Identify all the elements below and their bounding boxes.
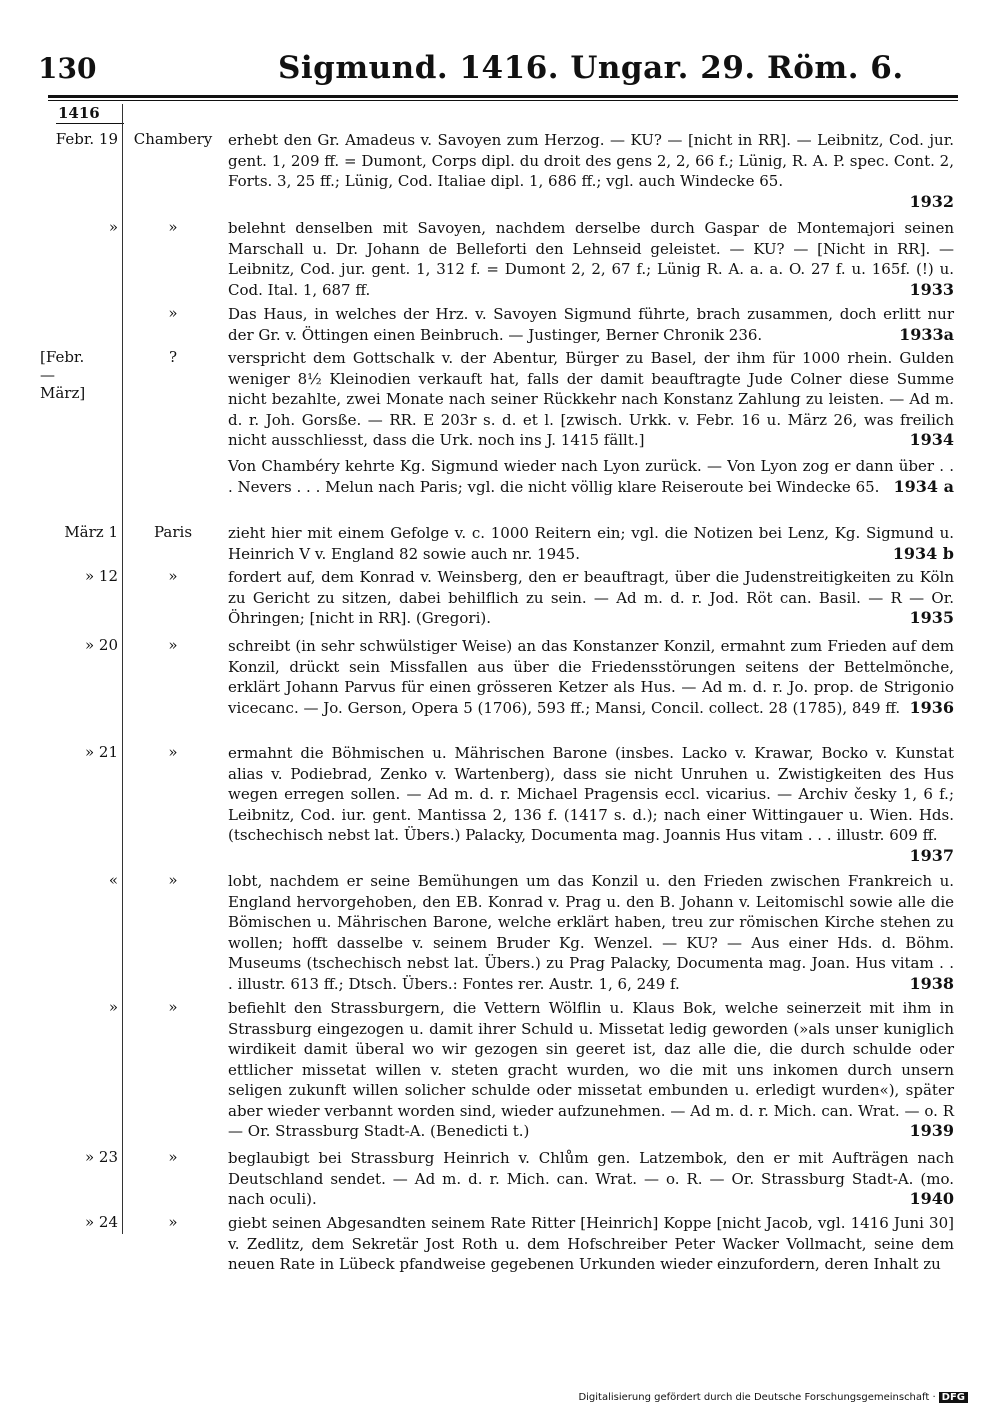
header-rule bbox=[48, 95, 958, 98]
entry-place: » bbox=[168, 1213, 178, 1231]
entry-text: befiehlt den Strassburgern, die Vettern Wölflin u. Klaus Bok, welche seinerzeit mit ihm in Strassburg eingezogen u. damit ihrer Schuld u. Missetat ledig geworden (»als unser kuniglich wirdikeit damit überal wo wir gezogen sin geeret ist, daz alle die, die durch schulde oder ettlicher missetat willen v. steten gracht wurden, wo die mit uns inkomen durch unsern seligen zukunft willen solicher schulde oder missetat embunden u. erledigt wurden«), später aber wieder verbannt worden sind, wieder aufzunehmen. — Ad m. d. r. Mich. can. Wrat. — o. R — Or. Strassburg Stadt-A. (Benedicti t.) 1939 bbox=[228, 999, 954, 1140]
entry-place: » bbox=[168, 218, 178, 236]
entry-number: 1934 a bbox=[893, 476, 954, 496]
entry-text: ermahnt die Böhmischen u. Mährischen Barone (insbes. Lacko v. Krawar, Bocko v. Kunstat alias v. Podiebrad, Zenko v. Wartenberg), dass sie nicht Unruhen u. Zwistigkeiten des Hus wegen erregen sollen. — Ad m. d. r. Michael Pragensis eccl. vicarius. — Archiv česky 1, 6 f.; Leibnitz, Cod. iur. gent. Mantissa 2, 136 f. (1417 s. d.); nach einer Wittingauer u. Wien. Hds. (tschechisch nebst lat. Übers.) Palacky, Documenta mag. Joannis Hus vitam . . . illustr. 609 ff. 1937 bbox=[228, 744, 954, 865]
entry-date: » 21 bbox=[84, 743, 118, 761]
year-underline bbox=[56, 123, 124, 124]
entry-place: » bbox=[168, 998, 178, 1016]
footer-text: Digitalisierung gefördert durch die Deutsche Forschungsgemeinschaft · bbox=[578, 1392, 936, 1403]
entry-date: » bbox=[108, 998, 118, 1016]
entry-text: Das Haus, in welches der Hrz. v. Savoyen Sigmund führte, brach zusammen, doch erlitt nur der Gr. v. Öttingen einen Beinbruch. — Justinger, Berner Chronik 236. 1933a bbox=[228, 305, 954, 344]
entry-date: März 1 bbox=[64, 523, 118, 541]
entry-text: verspricht dem Gottschalk v. der Abentur, Bürger zu Basel, der ihm für 1000 rhein. Gulden weniger 8½ Kleinodien verkauft hat, falls der damit beauftragte Jude Colner diese Summe nicht bezahlte, zwei Monate nach seiner Rückkehr nach Konstanz Zahlung zu leisten. — Ad m. d. r. Joh. Gorsße. — RR. E 203r s. d. et l. [zwisch. Urkk. v. Febr. 16 u. März 26, was freilich nicht ausschliesst, dass die Urk. noch ins J. 1415 fällt.] 1934 bbox=[228, 349, 954, 449]
entry-number: 1933a bbox=[899, 324, 954, 344]
entry-text: zieht hier mit einem Gefolge v. c. 1000 Reitern ein; vgl. die Notizen bei Lenz, Kg. Sigmund u. Heinrich V v. England 82 sowie auch nr. 1945. 1934 b bbox=[228, 524, 954, 563]
entry-place: ? bbox=[168, 348, 178, 366]
entry-place: » bbox=[168, 1148, 178, 1166]
entry-date: » 24 bbox=[84, 1213, 118, 1231]
entry-place: » bbox=[168, 871, 178, 889]
entry-text: schreibt (in sehr schwülstiger Weise) an das Konstanzer Konzil, ermahnt zum Frieden auf dem Konzil, drückt sein Missfallen aus über die Friedensstörungen seitens der Bettelmönche, erklärt Johann Parvus für einen grösseren Ketzer als Hus. — Ad m. d. r. Jo. prop. de Strigonio vicecanc. — Jo. Gerson, Opera 5 (1706), 593 ff.; Mansi, Concil. collect. 28 (1785), 849 ff. 1936 bbox=[228, 637, 954, 717]
entry-number: 1940 bbox=[909, 1189, 954, 1208]
entry-date: » 12 bbox=[84, 567, 118, 585]
header-rule-thin bbox=[48, 100, 958, 101]
page-number: 130 bbox=[38, 52, 97, 85]
entry-text: Von Chambéry kehrte Kg. Sigmund wieder nach Lyon zurück. — Von Lyon zog er dann über . . . Nevers . . . Melun nach Paris; vgl. die nicht völlig klare Reiseroute bei Windecke 65. 1934 a bbox=[228, 457, 954, 496]
entry-date: » 20 bbox=[84, 636, 118, 654]
entry-text: belehnt denselben mit Savoyen, nachdem derselbe durch Gaspar de Montemajori seinen Marschall u. Dr. Johann de Belleforti den Lehnseid geleistet. — KU? — [Nicht in RR]. — Leibnitz, Cod. jur. gent. 1, 312 f. = Dumont 2, 2, 67 f.; Lünig R. A. a. a. O. 27 f. u. 165f. (!) u. Cod. Ital. 1, 687 ff. 1933 bbox=[228, 219, 954, 299]
entry-number: 1934 bbox=[909, 430, 954, 449]
entry-date: » 23 bbox=[84, 1148, 118, 1166]
entry-text: erhebt den Gr. Amadeus v. Savoyen zum Herzog. — KU? — [nicht in RR]. — Leibnitz, Cod. jur. gent. 1, 209 ff. = Dumont, Corps dipl. du droit des gens 2, 2, 66 f.; Lünig, R. A. P. spec. Cont. 2, Forts. 3, 25 ff.; Lünig, Cod. Italiae dipl. 1, 686 ff.; vgl. auch Windecke 65. 1932 bbox=[228, 131, 954, 211]
entry-date: « bbox=[108, 871, 118, 889]
entry-text: beglaubigt bei Strassburg Heinrich v. Chlům gen. Latzembok, den er mit Aufträgen nach Deutschland sendet. — Ad m. d. r. Mich. can. Wrat. — o. R. — Or. Strassburg Stadt-A. (mo. nach oculi). 1940 bbox=[228, 1149, 954, 1208]
entry-text: lobt, nachdem er seine Bemühungen um das Konzil u. den Frieden zwischen Frankreich u. England hervorgehoben, den EB. Konrad v. Prag u. den B. Johann v. Leitomischl sowie alle die Bömischen u. Mährischen Barone, welche erklärt haben, treu zur römischen Kirche stehen zu wollen; hofft dasselbe v. seinem Bruder Kg. Wenzel. — KU? — Aus einer Hds. d. Böhm. Museums (tschechisch nebst lat. Übers.) zu Prag Palacky, Documenta mag. Joan. Hus vitam . . . illustr. 613 ff.; Dtsch. Übers.: Fontes rer. Austr. 1, 6, 249 f. 1938 bbox=[228, 872, 954, 993]
year-heading: 1416 bbox=[58, 104, 100, 122]
entry-text: giebt seinen Abgesandten seinem Rate Ritter [Heinrich] Koppe [nicht Jacob, vgl. 1416 Juni 30] v. Zedlitz, dem Sekretär Jost Roth u. dem Hofschreiber Peter Wacker Vollmacht, seine dem neuen Rate in Lübeck pfandweise gegebenen Urkunden wieder einzufordern, deren Inhalt zu bbox=[228, 1214, 954, 1273]
entry-date: Febr. 19 bbox=[55, 130, 118, 148]
footer-credit bbox=[578, 1392, 968, 1403]
entry-place: » bbox=[168, 636, 178, 654]
entry-place: Chambery bbox=[133, 130, 213, 148]
entry-place: » bbox=[168, 743, 178, 761]
entry-number: 1932 bbox=[909, 191, 954, 211]
entry-date: » bbox=[108, 218, 118, 236]
page-header bbox=[38, 52, 963, 92]
entry-number: 1936 bbox=[909, 697, 954, 717]
entry-number: 1938 bbox=[909, 973, 954, 993]
column-divider bbox=[122, 104, 123, 1234]
entry-number: 1933 bbox=[909, 279, 954, 299]
entry-place: » bbox=[168, 567, 178, 585]
entry-number: 1937 bbox=[909, 845, 954, 865]
entry-text: fordert auf, dem Konrad v. Weinsberg, den er beauftragt, über die Judenstreitigkeiten zu Köln zu Gericht zu sitzen, dabei behilflich zu sein. — Ad m. d. r. Jod. Röt can. Basil. — R — Or. Öhringen; [nicht in RR]. (Gregori). 1935 bbox=[228, 568, 954, 627]
entry-number: 1935 bbox=[909, 608, 954, 627]
entry-number: 1934 b bbox=[892, 543, 954, 563]
running-title: Sigmund. 1416. Ungar. 29. Röm. 6. bbox=[278, 50, 904, 86]
entry-place: » bbox=[168, 304, 178, 322]
entry-date: [Febr. — März] bbox=[40, 348, 86, 402]
dfg-logo: DFG bbox=[939, 1392, 968, 1403]
entry-place: Paris bbox=[153, 523, 193, 541]
entry-number: 1939 bbox=[909, 1121, 954, 1140]
